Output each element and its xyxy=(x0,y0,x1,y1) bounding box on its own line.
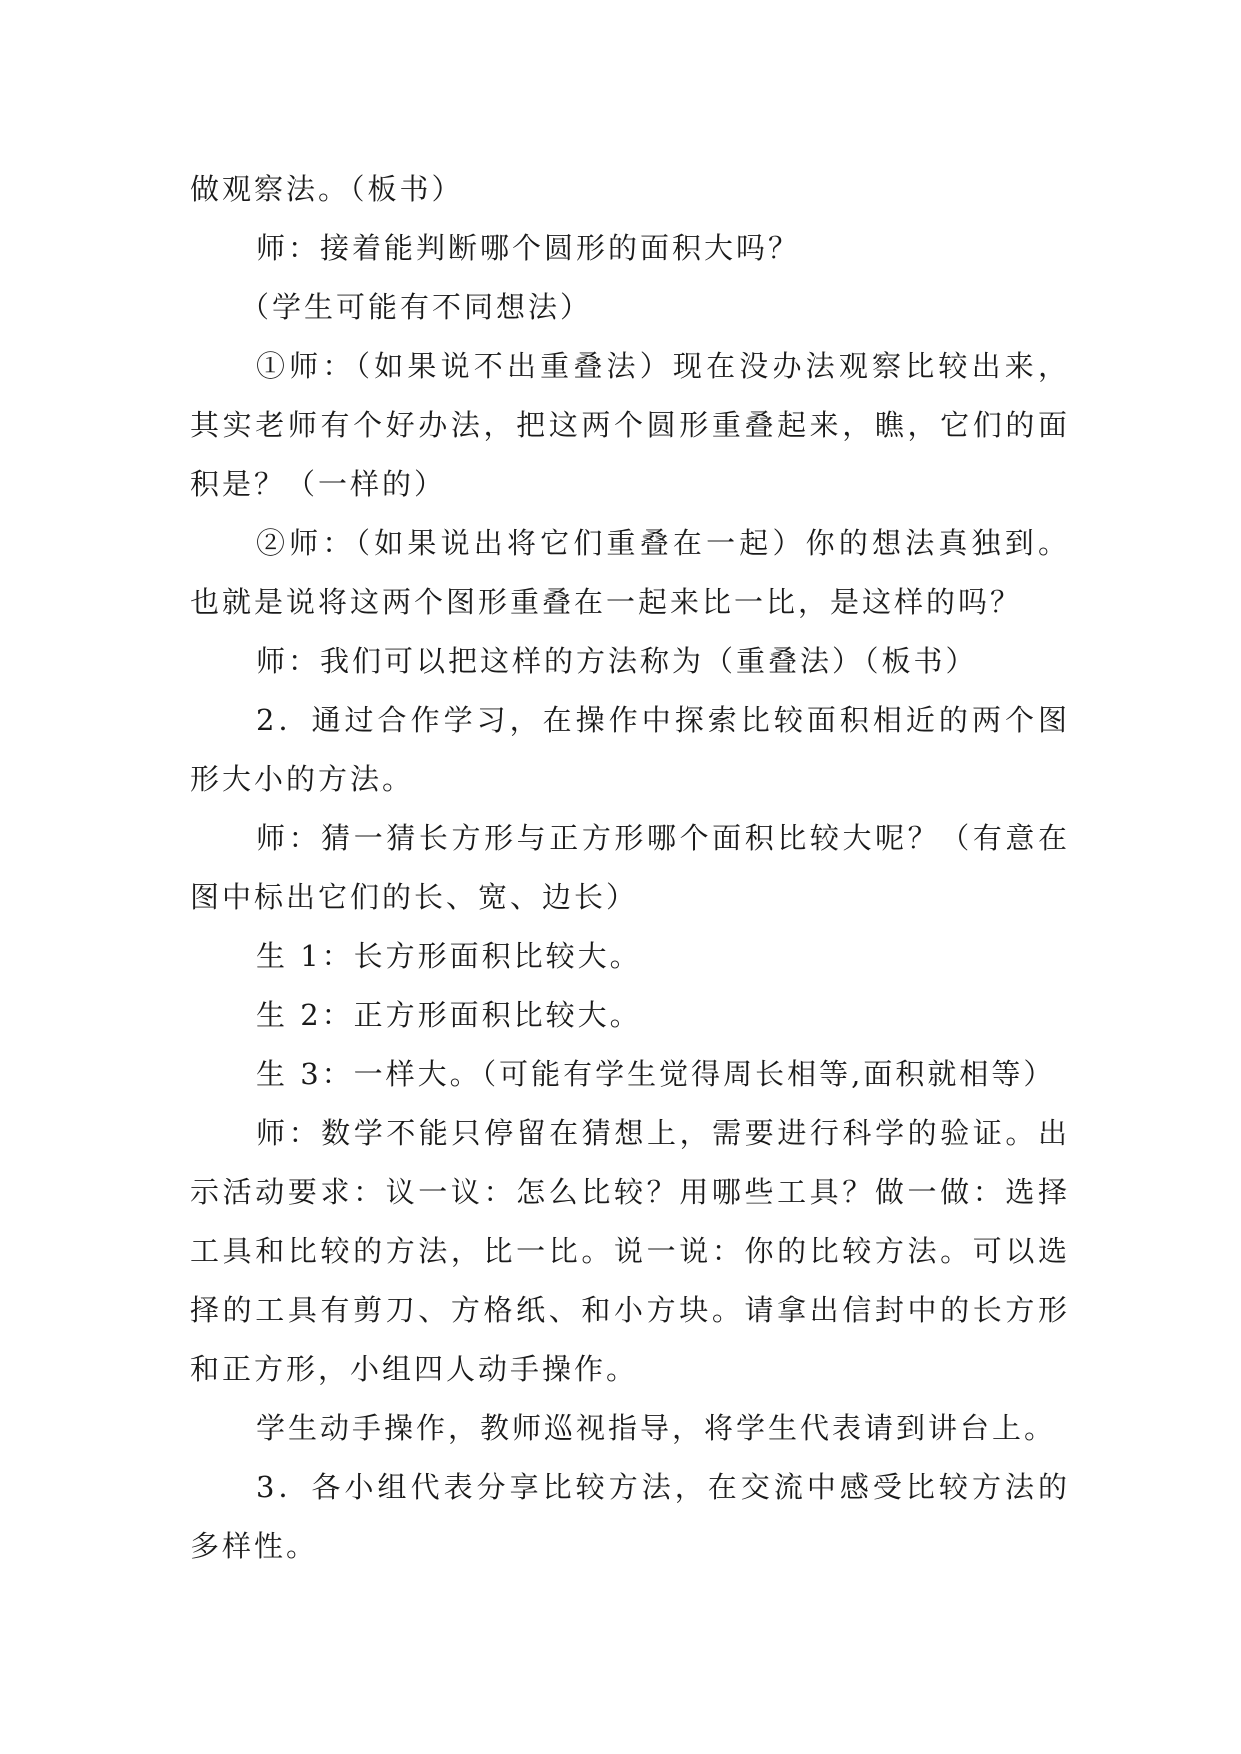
paragraph-14: 3．各小组代表分享比较方法，在交流中感受比较方法的多样性。 xyxy=(190,1470,1070,1563)
paragraph-1: 做观察法。（板书） xyxy=(190,172,464,206)
paragraph-8: 师：猜一猜长方形与正方形哪个面积比较大呢？（有意在图中标出它们的长、宽、边长） xyxy=(190,821,1070,914)
paragraph-2: 师：接着能判断哪个圆形的面积大吗？ xyxy=(256,231,801,265)
paragraph-5: ②师：（如果说出将它们重叠在一起）你的想法真独到。也就是说将这两个图形重叠在一起来比一比，是这样的吗？ xyxy=(190,526,1070,619)
paragraph-11: 生 3：一样大。（可能有学生觉得周长相等,面积就相等） xyxy=(256,1057,1056,1091)
paragraph-9: 生 1：长方形面积比较大。 xyxy=(256,939,642,973)
paragraph-12: 师：数学不能只停留在猜想上，需要进行科学的验证。出示活动要求：议一议：怎么比较？用哪些工具？做一做：选择工具和比较的方法，比一比。说一说：你的比较方法。可以选择的工具有剪刀、方格纸、和小方块。请拿出信封中的长方形和正方形，小组四人动手操作。 xyxy=(190,1116,1070,1386)
document-body xyxy=(190,160,1070,1576)
paragraph-7: 2．通过合作学习，在操作中探索比较面积相近的两个图形大小的方法。 xyxy=(190,703,1070,796)
paragraph-13: 学生动手操作，教师巡视指导，将学生代表请到讲台上。 xyxy=(256,1411,1057,1445)
paragraph-3: （学生可能有不同想法） xyxy=(240,290,593,324)
paragraph-10: 生 2：正方形面积比较大。 xyxy=(256,998,642,1032)
paragraph-6: 师：我们可以把这样的方法称为（重叠法）（板书） xyxy=(256,644,978,678)
paragraph-4: ①师：（如果说不出重叠法）现在没办法观察比较出来，其实老师有个好办法，把这两个圆形重叠起来，瞧，它们的面积是？（一样的） xyxy=(190,349,1070,501)
